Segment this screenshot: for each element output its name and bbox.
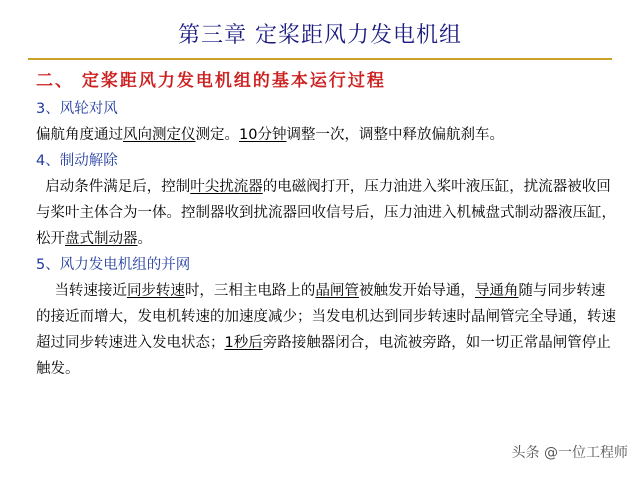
text-run: 测定。 bbox=[195, 127, 239, 143]
item-heading-grid: 5、风力发电机组的并网 bbox=[36, 257, 191, 273]
section-title: 二、 定桨距风力发电机组的基本运行过程 bbox=[36, 71, 386, 91]
text-run: 随与同步转速的接近而增大，发电机转速的加速度减少；当发电机达到同步转速时晶闸管完全导通，转速超过同步转速进入发电状态； bbox=[36, 283, 616, 351]
text-run-underlined: 晶闸管 bbox=[315, 283, 359, 299]
text-run-underlined: 叶尖扰流器 bbox=[190, 179, 263, 195]
text-run: 偏航角度通过 bbox=[36, 127, 123, 143]
item-heading-brake: 4、制动解除 bbox=[36, 153, 118, 169]
item-heading-yaw: 3、风轮对风 bbox=[36, 101, 118, 117]
text-run-underlined: 10分钟 bbox=[239, 127, 287, 143]
text-run-underlined: 导通角 bbox=[474, 283, 519, 299]
text-run: 启动条件满足后，控制 bbox=[36, 179, 191, 195]
text-run: 调整一次，调整中释放偏航刹车。 bbox=[286, 127, 504, 143]
text-run: 被触发开始导通， bbox=[358, 283, 475, 299]
page-title: 第三章 定桨距风力发电机组 bbox=[178, 23, 462, 48]
text-run-underlined: 同步转速 bbox=[126, 283, 185, 299]
item-text-brake bbox=[36, 174, 616, 252]
text-run: 当转速接近 bbox=[36, 283, 127, 299]
text-run: 的电磁阀打开，压力油进入桨叶液压缸，扰流器被收回与桨叶主体合为一体。控制器收到扰流器回收信号后，压力油进入机械盘式制动器液压缸，松开 bbox=[36, 179, 616, 247]
text-run: 时，三相主电路上的 bbox=[184, 283, 316, 299]
content-body bbox=[36, 96, 616, 382]
text-run-underlined: 风向测定仪 bbox=[123, 127, 196, 143]
item-text-yaw bbox=[36, 122, 616, 148]
source-watermark: 头条 @一位工程师 bbox=[511, 445, 628, 461]
text-run: 旁路接触器闭合，电流被旁路，如一切正常晶闸管停止触发。 bbox=[36, 335, 611, 377]
item-text-grid bbox=[36, 278, 616, 382]
text-run-underlined: 盘式制动器 bbox=[65, 231, 138, 247]
text-run-underlined: 1秒后 bbox=[224, 335, 263, 351]
text-run: 。 bbox=[137, 231, 152, 247]
title-divider bbox=[28, 58, 612, 60]
